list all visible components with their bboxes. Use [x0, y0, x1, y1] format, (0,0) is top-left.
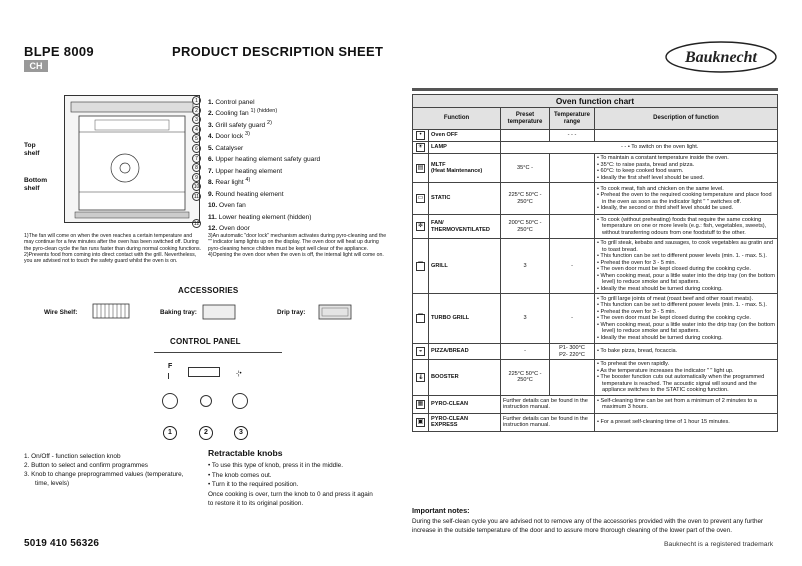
function-name: PYRO-CLEAN EXPRESS: [429, 413, 501, 431]
chart-row: [413, 154, 778, 183]
preset-temp: 3: [501, 294, 550, 344]
function-icon-cell: [413, 142, 429, 154]
function-icon-cell: [413, 344, 429, 360]
function-icon: ▣: [417, 418, 424, 425]
function-icon: ▭: [417, 195, 424, 201]
chart-row: [413, 142, 778, 154]
temp-range: -: [550, 239, 595, 294]
callout: 4: [192, 125, 201, 134]
function-name: FAN/ THERMOVENTILATED: [429, 215, 501, 239]
controls-list: [24, 452, 184, 488]
callout: 9: [192, 173, 201, 182]
model-number: BLPE 8009: [24, 44, 94, 59]
col-description: Description of function: [595, 108, 778, 130]
callout: 3: [192, 115, 201, 124]
description-item: • Ideally, the second or third shelf level should be used.: [597, 205, 775, 212]
function-description: [595, 360, 778, 396]
part-item: 5. Catalyser: [208, 145, 244, 153]
description-item: • The oven door must be kept closed during the cooking cycle.: [597, 266, 775, 273]
function-icon-cell: [413, 413, 429, 431]
part-item: 7. Upper heating element: [208, 168, 283, 176]
control-item: 1. On/Off - function selection knob: [24, 453, 121, 460]
description-item: • This function can be set to different power levels (min. 1. - max. 5.).: [597, 253, 775, 260]
function-name: LAMP: [429, 142, 501, 154]
preset-temp: 225°C 50°C - 250°C: [501, 183, 550, 215]
description-item: • To maintain a constant temperature inside the oven.: [597, 155, 775, 162]
description-item: • 60°C: to keep cooked food warm.: [597, 168, 775, 175]
footnotes-left: 1)The fan will come on when the oven reaches a certain temperature and may continue for a few minutes after the oven has been switched off. During the pyro-clean cycle the fan runs faster than during normal cooking functions. 2)Prevents food from coming into direct contact with the grill. Nevertheless, you are advised not to touch the safety guard whilst the oven is on.: [24, 233, 202, 265]
oven-function-chart: [412, 94, 778, 432]
function-icon-cell: [413, 395, 429, 413]
description-item: • The oven door must be kept closed during the cooking cycle.: [597, 315, 775, 322]
description-item: • This function can be set to different power levels (min. 1. - max. 5.).: [597, 302, 775, 309]
top-shelf-label: Top shelf: [24, 142, 40, 157]
preset-temp: -: [501, 344, 550, 360]
description-item: • Self-cleaning time can be set from a minimum of 2 minutes to a maximum 3 hours.: [597, 398, 775, 411]
temp-range: -: [550, 294, 595, 344]
brand-logo-text: Bauknecht: [684, 49, 758, 66]
function-name: BOOSTER: [429, 360, 501, 396]
retractable-text: • To use this type of knob, press it in the middle. • The knob comes out. • Turn it to the required position. Once cooking is over, turn the knob to 0 and press it again to restore it to its original position.: [208, 462, 373, 507]
function-icon: ▦: [417, 400, 424, 407]
part-item: 4. Door lock $^{3)}$: [208, 131, 250, 141]
page-title: PRODUCT DESCRIPTION SHEET: [172, 44, 384, 59]
bottom-shelf-label: Bottom shelf: [24, 177, 48, 192]
function-name: Oven OFF: [429, 130, 501, 142]
description-item: • Preheat the oven for 3 - 5 min.: [597, 309, 775, 316]
function-knob[interactable]: [162, 393, 178, 409]
chart-row: [413, 294, 778, 344]
preset-temp: Further details can be found in the instruction manual.: [501, 395, 595, 413]
function-icon: 🌡: [417, 373, 425, 380]
preset-temp: 225°C 50°C - 250°C: [501, 360, 550, 396]
part-item: 6. Upper heating element safety guard: [208, 156, 321, 164]
part-item: 10. Oven fan: [208, 202, 246, 210]
temp-range: [550, 215, 595, 239]
temp-range: [550, 183, 595, 215]
wire-shelf-label: Wire Shelf:: [44, 309, 78, 316]
diagram-callouts: [192, 96, 201, 228]
part-item: 9. Round heating element: [208, 191, 284, 199]
value-knob[interactable]: [232, 393, 248, 409]
select-button[interactable]: [200, 395, 212, 407]
description-item: • When cooking meat, pour a little water into the drip tray (on the bottom level) to reduce smoke and fat spatters.: [597, 273, 775, 286]
chart-row: [413, 130, 778, 142]
callout: 7: [192, 154, 201, 163]
function-name: STATIC: [429, 183, 501, 215]
function-description: [595, 154, 778, 183]
control-item: time, levels): [35, 480, 70, 487]
description-item: • To cook meat, fish and chicken on the same level.: [597, 186, 775, 193]
description-item: • Preheat the oven to the required cooking temperature and place food in the oven as soon as the indicator light " " switches off.: [597, 192, 775, 205]
col-range: Temperature range: [550, 108, 595, 130]
callout: 11: [193, 193, 200, 200]
chart-row: [413, 215, 778, 239]
function-icon: ▔: [416, 314, 425, 323]
chart-row: [413, 395, 778, 413]
function-description: [595, 239, 778, 294]
function-name: TURBO GRILL: [429, 294, 501, 344]
brand-logo: [664, 40, 778, 74]
country-badge: CH: [24, 60, 48, 72]
function-description: [595, 413, 778, 431]
description-item: • Ideally the meat should be turned during cooking.: [597, 335, 775, 342]
function-description: [595, 344, 778, 360]
parts-list: [208, 96, 320, 234]
important-text: During the self-clean cycle you are advised not to remove any of the accessories provided with the oven to prevent any further increase in the outside temperature of the door and to assure more thorough cleaning of the lower part of the oven.: [412, 518, 764, 534]
callout: 12: [193, 220, 200, 227]
callout: 10: [193, 184, 200, 191]
function-name: MLTF (Heat Maintenance): [429, 154, 501, 183]
chart-row: [413, 360, 778, 396]
function-description: [595, 183, 778, 215]
temp-range: [550, 360, 595, 396]
col-preset: Preset temperature: [501, 108, 550, 130]
function-icon-cell: [413, 130, 429, 142]
function-name: PIZZA/BREAD: [429, 344, 501, 360]
temp-range: [550, 154, 595, 183]
description-item: • To grill large joints of meat (roast beef and other roast meats).: [597, 296, 775, 303]
col-function: Function: [413, 108, 501, 130]
description-item: • To preheat the oven rapidly.: [597, 361, 775, 368]
callout: 8: [192, 163, 201, 172]
description-item: • To cook (without preheating) foods that require the same cooking temperature on one or more levels (e.g.: fish, vegetables, sweets), without transferring odours from one foodstuff to the other.: [597, 217, 775, 237]
preset-temp: 200°C 50°C - 250°C: [501, 215, 550, 239]
description-item: • Ideally the first shelf level should be used.: [597, 175, 775, 182]
preset-temp: [501, 130, 550, 142]
control-item: 3. Knob to change preprogrammed values (temperature,: [24, 471, 184, 478]
part-item: 1. Control panel: [208, 99, 255, 107]
callout: 1: [192, 96, 201, 105]
baking-tray-icon: [202, 302, 238, 322]
chart-row: [413, 413, 778, 431]
function-icon: ✻: [417, 223, 424, 229]
accessories-title: ACCESSORIES: [178, 286, 239, 295]
preset-temp: 3: [501, 239, 550, 294]
function-icon: ▔: [416, 262, 425, 271]
chart-row: [413, 183, 778, 215]
knob-number-2: 2: [199, 426, 213, 440]
baking-tray-label: Baking tray:: [160, 309, 197, 316]
callout: 6: [192, 144, 201, 153]
product-code: 5019 410 56326: [24, 538, 100, 549]
function-name: GRILL: [429, 239, 501, 294]
preset-temp: Further details can be found in the instruction manual.: [501, 413, 595, 431]
description-item: • The booster function cuts out automatically when the programmed temperature is reached. The acoustic signal will sound and the appliance switches to the STATIC cooking function.: [597, 374, 775, 394]
control-panel-title: CONTROL PANEL: [170, 337, 241, 346]
drip-tray-label: Drip tray:: [277, 309, 306, 316]
drip-tray-icon: [318, 302, 354, 322]
part-item: 3. Grill safety guard $^{2)}$: [208, 119, 272, 130]
preset-temp: 35°C -: [501, 154, 550, 183]
description-item: • To bake pizza, bread, focaccia.: [597, 348, 775, 355]
chart-row: [413, 239, 778, 294]
function-icon-cell: [413, 294, 429, 344]
callout: 5: [192, 134, 201, 143]
function-icon-cell: [413, 215, 429, 239]
function-description: [595, 130, 778, 142]
retractable-title: Retractable knobs: [208, 448, 283, 458]
header-rule: [412, 88, 778, 91]
temp-range: - - -: [550, 130, 595, 142]
function-description: [595, 215, 778, 239]
description-item: • 35°C: to raise pasta, bread and pizza.: [597, 162, 775, 169]
chart-caption: Oven function chart: [413, 95, 778, 108]
function-description: [595, 395, 778, 413]
knob-number-3: 3: [234, 426, 248, 440]
important-title: Important notes:: [412, 506, 470, 515]
part-item: 11. Lower heating element (hidden): [208, 214, 312, 222]
trademark: Bauknecht is a registered trademark: [664, 541, 774, 548]
display-indicator: -¦•: [236, 371, 242, 377]
description-item: • Ideally the meat should be turned during cooking.: [597, 286, 775, 293]
function-icon: ◒: [416, 347, 425, 356]
knob-number-1: 1: [163, 426, 177, 440]
description-item: • Preheat the oven for 3 - 5 min.: [597, 260, 775, 267]
display-f: F: [168, 363, 173, 370]
footnotes-right: 3)An automatic "door lock" mechanism activates during pyro-cleaning and the "" indicator lamp lights up on the display. The oven door will heat up during pyro-cleaning hence children must be kept well clear of the appliance. 4)Opening the oven door when the oven is off, the internal light will come on.: [208, 233, 387, 258]
function-name: PYRO-CLEAN: [429, 395, 501, 413]
function-icon: •: [416, 131, 425, 140]
part-item: 8. Rear light $^{4)}$: [208, 177, 251, 187]
function-icon-cell: [413, 239, 429, 294]
description-item: • For a preset self-cleaning time of 1 hour 15 minutes.: [597, 419, 775, 426]
description-item: • As the temperature increases the indicator " " light up.: [597, 368, 775, 375]
part-item: 12. Oven door: [208, 225, 250, 233]
chart-row: [413, 344, 778, 360]
description-item: • When cooking meat, pour a little water into the drip tray (on the bottom level) to reduce smoke and fat spatters.: [597, 322, 775, 335]
function-icon: ▤: [417, 164, 424, 171]
function-icon-cell: [413, 154, 429, 183]
control-panel-diagram: [154, 352, 282, 414]
temp-range: P1- 300°C P2- 220°C: [550, 344, 595, 360]
function-detail: - - • To switch on the oven light.: [501, 142, 778, 154]
description-item: • To grill steak, kebabs and sausages, to cook vegetables au gratin and to toast bread.: [597, 240, 775, 253]
function-icon: ☀: [417, 144, 424, 150]
function-icon-cell: [413, 360, 429, 396]
function-description: [595, 294, 778, 344]
oven-diagram: [64, 95, 200, 223]
function-icon-cell: [413, 183, 429, 215]
wire-shelf-icon: [92, 300, 132, 322]
control-item: 2. Button to select and confirm programmes: [24, 462, 148, 469]
callout: 2: [192, 106, 201, 115]
part-item: 2. Cooling fan $^{1) (hidden)}$: [208, 108, 278, 118]
